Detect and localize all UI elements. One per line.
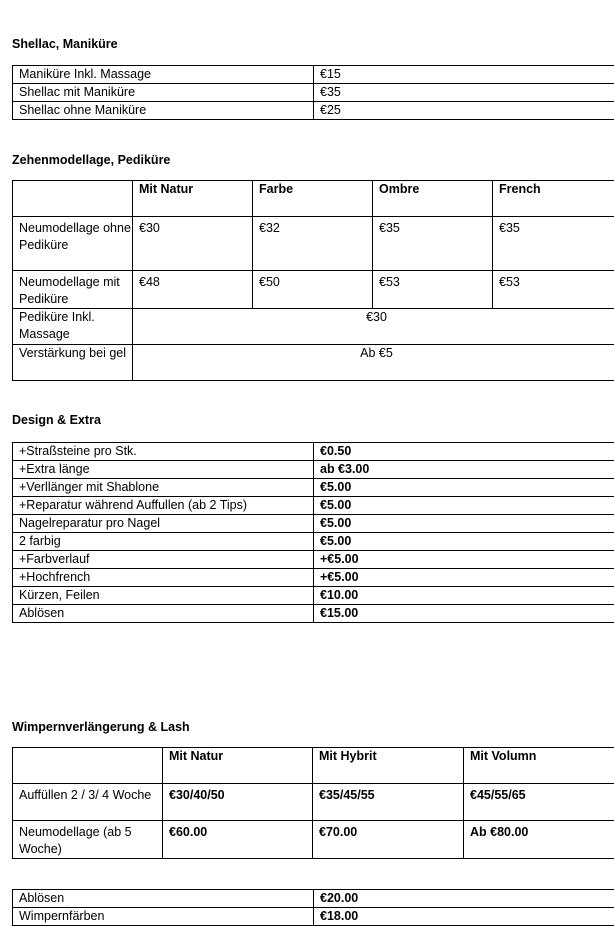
table-row (13, 821, 614, 859)
service-price: €10.00 (314, 587, 614, 605)
service-price: €48 (133, 271, 253, 309)
service-price: €50 (253, 271, 373, 309)
service-price: €5.00 (314, 479, 614, 497)
section-title-design: Design & Extra (12, 413, 101, 427)
service-price: €5.00 (314, 533, 614, 551)
service-label: Shellac ohne Maniküre (13, 102, 314, 120)
table-row (13, 309, 614, 345)
service-price: €35 (314, 84, 614, 102)
column-header: French (493, 181, 614, 217)
table-row (13, 102, 614, 120)
service-price: €45/55/65 (464, 784, 614, 821)
service-price: +€5.00 (314, 569, 614, 587)
table-row (13, 345, 614, 381)
column-header: Mit Hybrit (313, 748, 464, 784)
table-row (13, 533, 614, 551)
lash-extra-table (12, 889, 614, 926)
column-header: Ombre (373, 181, 493, 217)
table-row (13, 551, 614, 569)
table-row (13, 479, 614, 497)
service-price: Ab €80.00 (464, 821, 614, 859)
service-price: €20.00 (314, 890, 614, 908)
service-price: €35 (373, 217, 493, 271)
service-price: Ab €5 (133, 345, 614, 381)
service-label: +Extra länge (13, 461, 314, 479)
table-row (13, 515, 614, 533)
service-label: Pediküre Inkl. Massage (13, 309, 133, 345)
shellac-price-table (12, 65, 614, 120)
table-row (13, 271, 614, 309)
service-label: Nagelreparatur pro Nagel (13, 515, 314, 533)
table-header-row (13, 748, 614, 784)
service-price: €18.00 (314, 908, 614, 926)
service-price: €25 (314, 102, 614, 120)
table-row (13, 569, 614, 587)
service-label: +Reparatur während Auffullen (ab 2 Tips) (13, 497, 314, 515)
column-header: Farbe (253, 181, 373, 217)
service-price: €35 (493, 217, 614, 271)
service-price: €5.00 (314, 497, 614, 515)
table-row (13, 217, 614, 271)
service-price: €53 (373, 271, 493, 309)
service-label: +Farbverlauf (13, 551, 314, 569)
table-row (13, 66, 614, 84)
service-label: Kürzen, Feilen (13, 587, 314, 605)
service-price: €15.00 (314, 605, 614, 623)
service-label: Auffüllen 2 / 3/ 4 Woche (13, 784, 163, 821)
service-price: €60.00 (163, 821, 313, 859)
table-row (13, 605, 614, 623)
table-row (13, 443, 614, 461)
column-header: Mit Natur (163, 748, 313, 784)
service-label: Shellac mit Maniküre (13, 84, 314, 102)
service-price: ab €3.00 (314, 461, 614, 479)
service-price: €30/40/50 (163, 784, 313, 821)
service-label: Ablösen (13, 890, 314, 908)
column-header: Mit Natur (133, 181, 253, 217)
table-row (13, 890, 614, 908)
service-label: Neumodellage ohne Pediküre (13, 217, 133, 271)
table-header-row (13, 181, 614, 217)
section-title-shellac: Shellac, Maniküre (12, 37, 118, 51)
table-row (13, 587, 614, 605)
header-empty (13, 181, 133, 217)
table-row (13, 461, 614, 479)
column-header: Mit Volumn (464, 748, 614, 784)
service-label: Neumodellage (ab 5 Woche) (13, 821, 163, 859)
section-title-lash: Wimpernverlängerung & Lash (12, 720, 190, 734)
lash-price-table (12, 747, 614, 859)
service-price: €30 (133, 309, 614, 345)
service-label: +Verllänger mit Shablone (13, 479, 314, 497)
service-price: €32 (253, 217, 373, 271)
service-price: €53 (493, 271, 614, 309)
table-row (13, 908, 614, 926)
service-price: €35/45/55 (313, 784, 464, 821)
service-label: Neumodellage mit Pediküre (13, 271, 133, 309)
service-price: €70.00 (313, 821, 464, 859)
service-label: Wimpernfärben (13, 908, 314, 926)
zehen-price-table (12, 180, 614, 381)
table-row (13, 84, 614, 102)
table-row (13, 497, 614, 515)
service-label: +Straßsteine pro Stk. (13, 443, 314, 461)
service-label: +Hochfrench (13, 569, 314, 587)
section-title-zehen: Zehenmodellage, Pediküre (12, 153, 171, 167)
service-price: +€5.00 (314, 551, 614, 569)
service-label: 2 farbig (13, 533, 314, 551)
service-price: €0.50 (314, 443, 614, 461)
service-label: Maniküre Inkl. Massage (13, 66, 314, 84)
service-price: €15 (314, 66, 614, 84)
table-row (13, 784, 614, 821)
design-price-table (12, 442, 614, 623)
service-label: Ablösen (13, 605, 314, 623)
service-price: €5.00 (314, 515, 614, 533)
service-label: Verstärkung bei gel (13, 345, 133, 381)
service-price: €30 (133, 217, 253, 271)
header-empty (13, 748, 163, 784)
